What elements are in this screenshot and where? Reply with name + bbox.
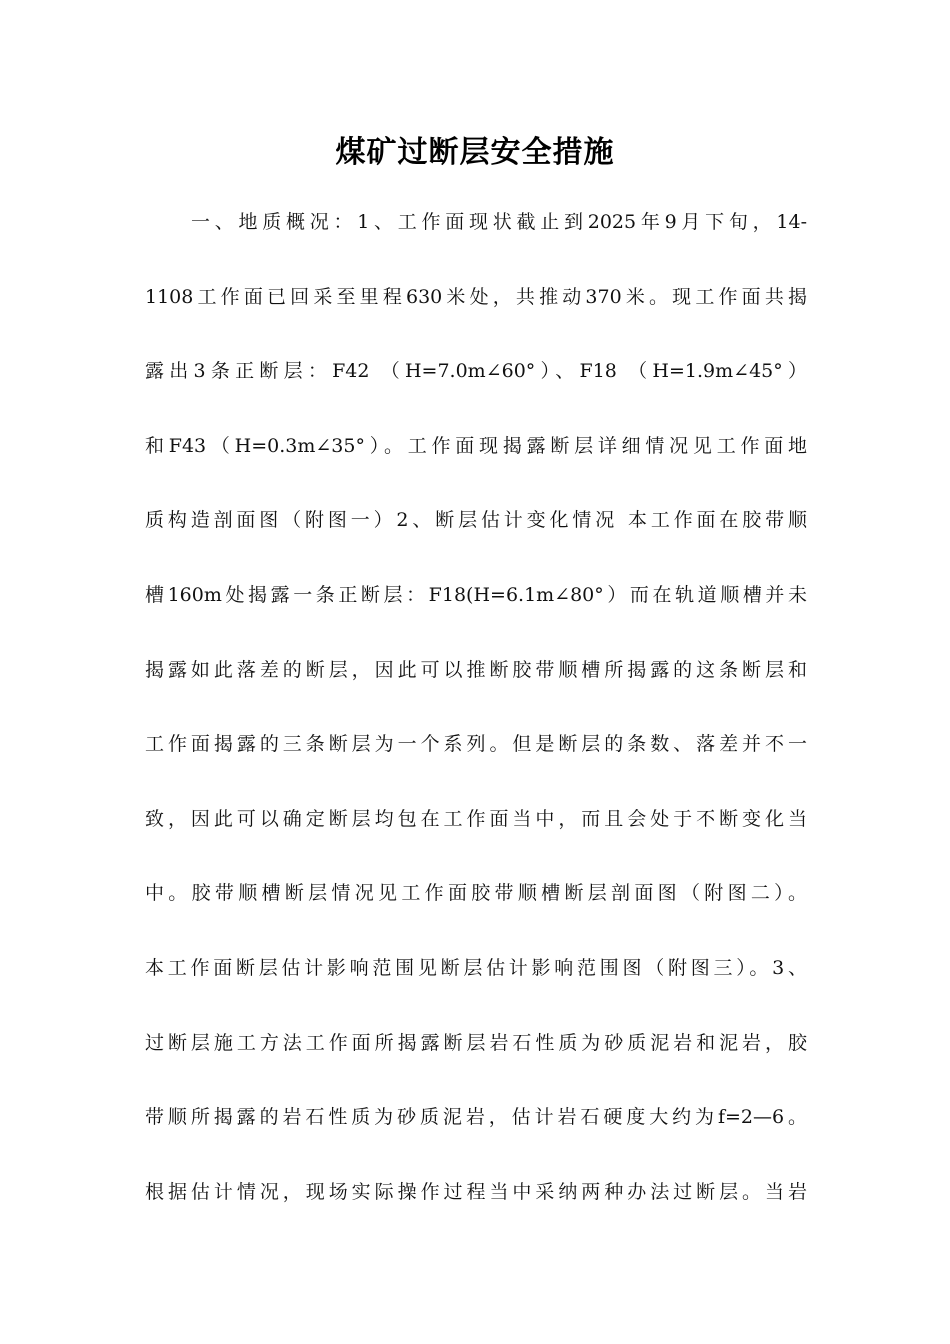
text-line: 过断层施工方法工作面所揭露断层岩石性质为砂质泥岩和泥岩，胶: [145, 1031, 807, 1054]
text-line: 本工作面断层估计影响范围见断层估计影响范围图（附图三）。3、: [145, 956, 807, 979]
text-line: 槽160m处揭露一条正断层：F18(H=6.1m∠80°）而在轨道顺槽并未: [145, 583, 807, 606]
text-line: 揭露如此落差的断层，因此可以推断胶带顺槽所揭露的这条断层和: [145, 658, 807, 681]
text-line: 和F43（H=0.3m∠35°）。工作面现揭露断层详细情况见工作面地: [145, 434, 807, 457]
text-line: 露出3条正断层：F42 （H=7.0m∠60°）、F18 （H=1.9m∠45°）: [145, 360, 807, 383]
body-paragraph: [145, 202, 807, 1246]
page-title: 煤矿过断层安全措施: [335, 135, 615, 170]
text-line: 根据估计情况，现场实际操作过程当中采纳两种办法过断层。当岩: [145, 1180, 807, 1203]
text-line: 带顺所揭露的岩石性质为砂质泥岩，估计岩石硬度大约为f=2—6。: [145, 1106, 807, 1129]
text-line: 1108工作面已回采至里程630米处，共推动370米。现工作面共揭: [145, 285, 807, 308]
text-line: 工作面揭露的三条断层为一个系列。但是断层的条数、落差并不一: [145, 733, 807, 756]
text-line: 质构造剖面图（附图一）2、断层估计变化情况 本工作面在胶带顺: [145, 509, 807, 532]
text-line: 中。胶带顺槽断层情况见工作面胶带顺槽断层剖面图（附图二）。: [145, 882, 807, 905]
text-line: 致，因此可以确定断层均包在工作面当中，而且会处于不断变化当: [145, 807, 807, 830]
text-line: 一、地质概况：1、工作面现状截止到2025年9月下旬，14-: [191, 211, 807, 233]
